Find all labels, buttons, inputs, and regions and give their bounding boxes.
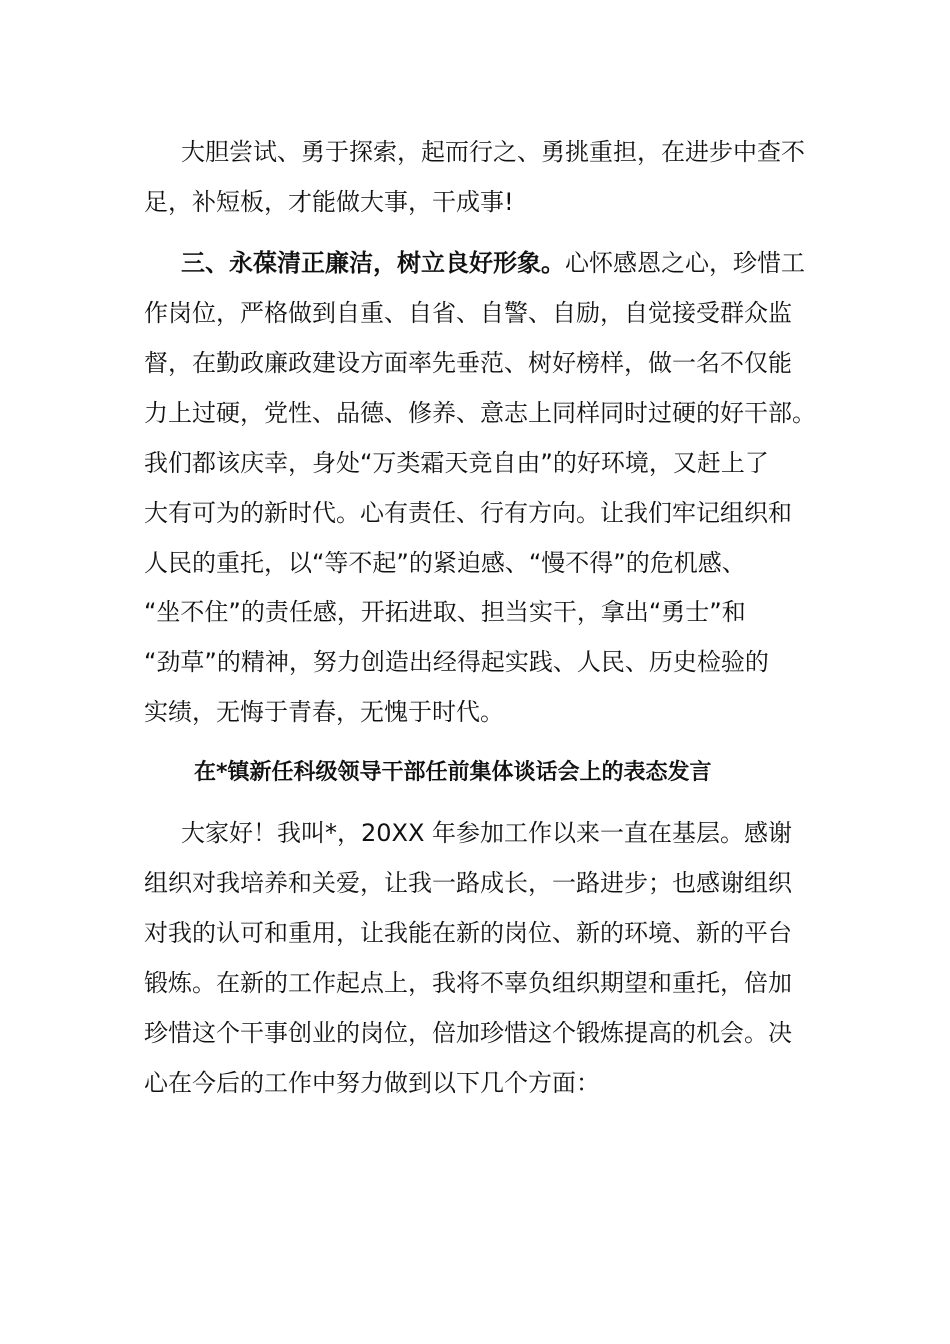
paragraph-line: 大家好！我叫*，20XX 年参加工作以来一直在基层。感谢 (181, 819, 793, 847)
paragraph-line: 心在今后的工作中努力做到以下几个方面： (144, 1069, 600, 1097)
paragraph-line: 大胆尝试、勇于探索，起而行之、勇挑重担，在进步中查不 (181, 138, 805, 166)
section-heading: 三、永葆清正廉洁，树立良好形象。 (181, 249, 565, 277)
paragraph-line: 大有可为的新时代。心有责任、行有方向。让我们牢记组织和 (144, 499, 792, 527)
paragraph-line: 足，补短板，才能做大事，干成事! (144, 188, 514, 216)
paragraph-line: 锻炼。在新的工作起点上，我将不辜负组织期望和重托，倍加 (144, 969, 792, 997)
paragraph-line: “劲草”的精神，努力创造出经得起实践、人民、历史检验的 (144, 648, 769, 676)
paragraph-line: 人民的重托，以“等不起”的紧迫感、“慢不得”的危机感、 (144, 549, 746, 577)
paragraph-line: 作岗位，严格做到自重、自省、自警、自励，自觉接受群众监 (144, 299, 792, 327)
section-heading-line (181, 248, 805, 278)
paragraph-line: 组织对我培养和关爱，让我一路成长，一路进步；也感谢组织 (144, 869, 792, 897)
paragraph-line: 我们都该庆幸，身处“万类霜天竞自由”的好环境，又赶上了 (144, 449, 769, 477)
paragraph-line: “坐不住”的责任感，开拓进取、担当实干，拿出“勇士”和 (144, 598, 746, 626)
paragraph-line: 督，在勤政廉政建设方面率先垂范、树好榜样，做一名不仅能 (144, 349, 792, 377)
paragraph-line: 实绩，无悔于青春，无愧于时代。 (144, 698, 504, 726)
paragraph-line: 珍惜这个干事创业的岗位，倍加珍惜这个锻炼提高的机会。决 (144, 1019, 792, 1047)
paragraph-line-rest: 心怀感恩之心，珍惜工 (565, 249, 805, 277)
paragraph-line: 力上过硬，党性、品德、修养、意志上同样同时过硬的好干部。 (144, 399, 816, 427)
speech-title: 在*镇新任科级领导干部任前集体谈话会上的表态发言 (194, 760, 712, 785)
paragraph-line: 对我的认可和重用，让我能在新的岗位、新的环境、新的平台 (144, 919, 792, 947)
